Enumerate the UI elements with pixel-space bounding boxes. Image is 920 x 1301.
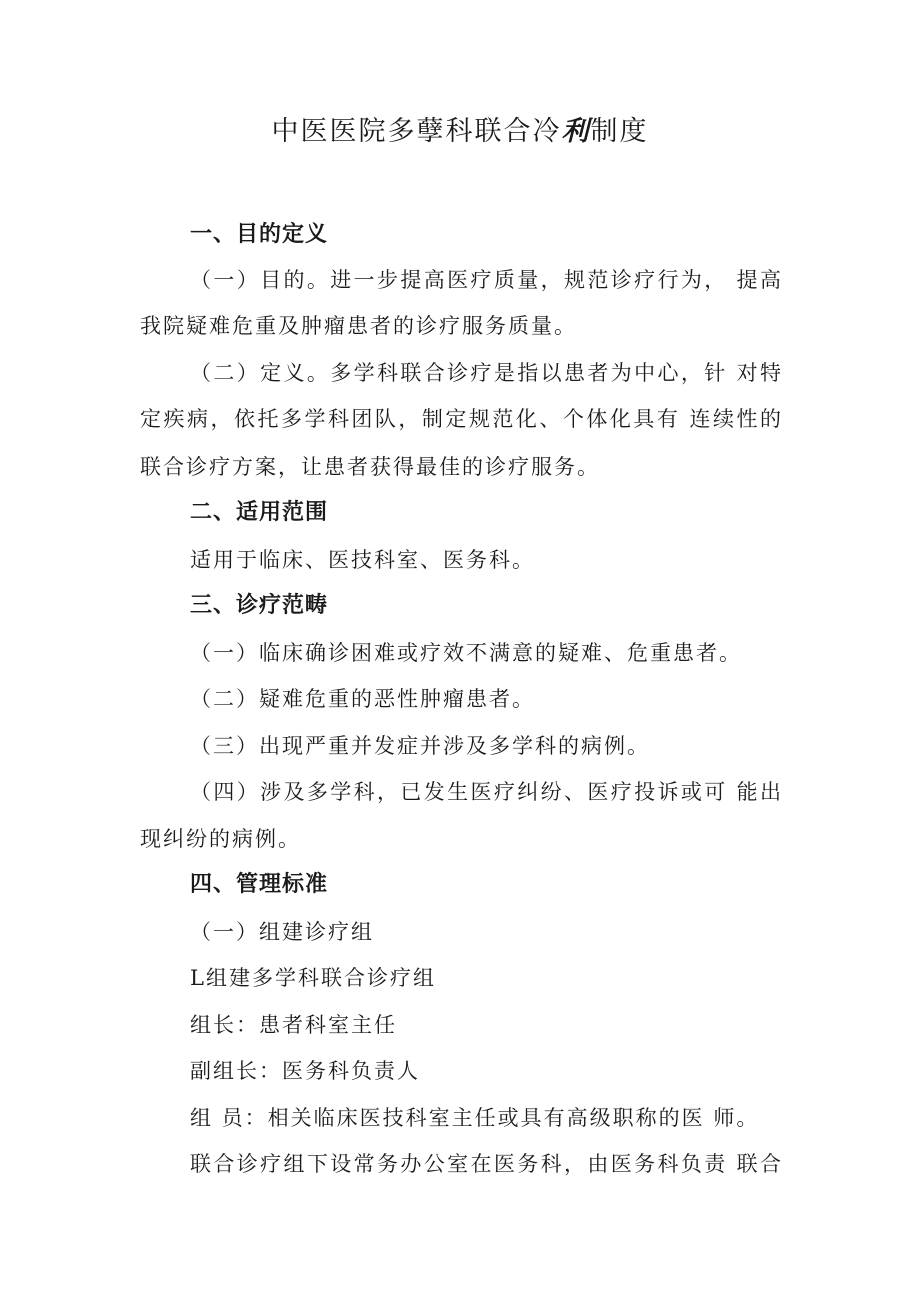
list-item: （四）涉及多学科，已发生医疗纠纷、医疗投诉或可 能出 [190,780,782,804]
list-item: （二）疑难危重的恶性肿瘤患者。 [190,687,535,711]
title-part1: 中医医院多孽科联合冷 [271,116,562,147]
paragraph-line: 组 员：相关临床医技科室主任或具有高级职称的医 师。 [190,1106,760,1130]
section-heading-2: 二、适用范围 [190,500,329,525]
section-heading-1: 一、目的定义 [190,222,329,247]
section-heading-4: 四、管理标准 [190,872,329,897]
paragraph-line: （一）目的。进一步提高医疗质量，规范诊疗行为， 提高 [190,268,782,292]
title-part3: 制度 [590,116,649,147]
paragraph-line: 副组长：医务科负责人 [190,1059,420,1083]
paragraph-line: 我院疑难危重及肿瘤患者的诊疗服务质量。 [140,314,577,338]
paragraph-line: L组建多学科联合诊疗组 [190,966,436,990]
paragraph-line: 适用于临床、医技科室、医务科。 [190,548,535,572]
list-item: （三）出现严重并发症并涉及多学科的病例。 [190,734,650,758]
paragraph-line: 联合诊疗方案，让患者获得最佳的诊疗服务。 [140,455,600,479]
document-title [0,112,920,152]
list-item: （一）组建诊疗组 [190,920,374,944]
section-heading-3: 三、诊疗范畴 [190,593,329,618]
paragraph-line: （二）定义。多学科联合诊疗是指以患者为中心，针 对特 [190,361,782,385]
paragraph-line: 定疾病，依托多学科团队，制定规范化、个体化具有 连续性的 [140,407,782,431]
paragraph-line: 现纠纷的病例。 [140,827,301,851]
title-handwritten-char: 利 [561,116,591,147]
list-item: （一）临床确诊困难或疗效不满意的疑难、危重患者。 [190,641,742,665]
paragraph-line: 组长：患者科室主任 [190,1013,397,1037]
paragraph-line: 联合诊疗组下设常务办公室在医务科，由医务科负责 联合 [190,1152,782,1176]
